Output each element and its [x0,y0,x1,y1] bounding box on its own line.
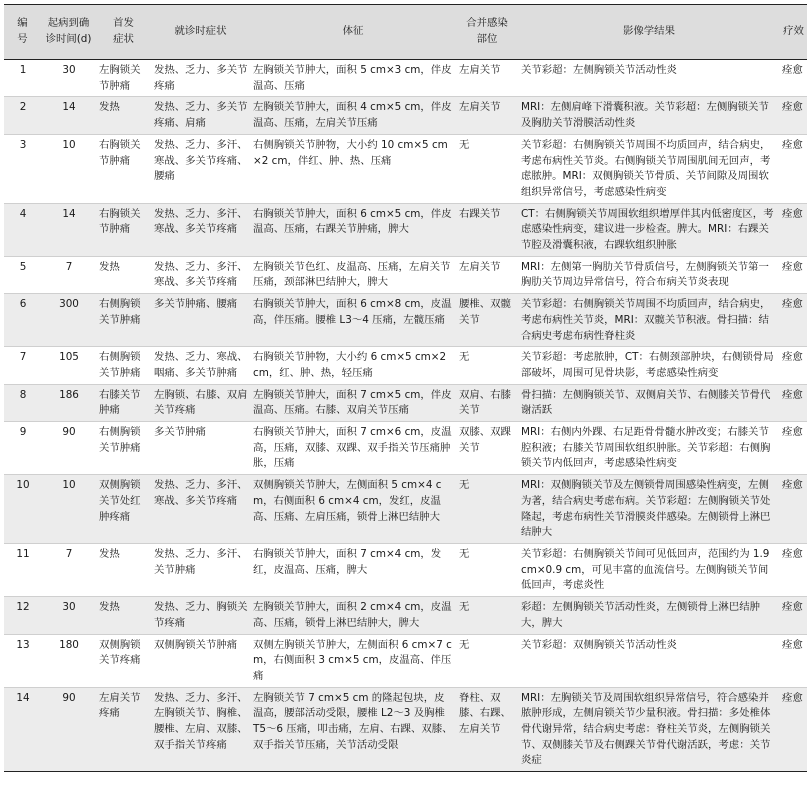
cell-imaging: MRI：左胸锁关节及周围软组织异常信号，符合感染并脓肿形成，左侧肩锁关节少量积液。骨扫描：多处椎体骨代谢异常，结合病史考虑：脊柱关节炎，左侧胸锁关节、双侧膝关节及右侧踝关节骨代谢活跃，考虑：关节炎症 [518,687,780,772]
cell-first-symptom: 右胸锁关节肿痛 [96,203,151,256]
cell-signs: 左胸锁关节肿大，面积 7 cm×5 cm，伴皮温高、压痛。右膝、双肩关节压痛 [250,384,456,421]
cell-infection-site: 双膝、双踝关节 [456,422,518,475]
table-row [4,256,807,293]
cell-symptoms: 发热、乏力、多汗、寒战、多关节疼痛 [151,203,250,256]
cell-no: 4 [4,203,41,256]
cell-effect: 痊愈 [780,97,807,134]
cell-imaging: 关节彩超：右侧胸锁关节周围不均质回声，结合病史，考虑布病性关节炎。右侧胸锁关节周围肌间无回声，考虑脓肿。MRI：双侧胸锁关节骨质、关节间隙及周围软组织异常信号，考虑感染性病变 [518,134,780,203]
table-row [4,203,807,256]
cell-onset: 186 [41,384,96,421]
cell-first-symptom: 双侧胸锁关节疼痛 [96,634,151,687]
cell-first-symptom: 发热 [96,543,151,596]
cell-first-symptom: 发热 [96,256,151,293]
cell-symptoms: 发热、乏力、多关节疼痛、肩痛 [151,97,250,134]
cell-signs: 右胸锁关节肿物，大小约 6 cm×5 cm×2 cm，红、肿、热，轻压痛 [250,347,456,384]
cell-onset: 30 [41,60,96,97]
table-row [4,422,807,475]
header-effect: 疗效 [780,5,807,60]
table-row [4,384,807,421]
table-row [4,475,807,544]
cell-first-symptom: 右侧胸锁关节肿痛 [96,347,151,384]
table-row [4,597,807,634]
cell-imaging: MRI：双侧胸锁关节及左侧锁骨周围感染性病变，左侧为著，结合病史考虑布病。关节彩超：左侧胸锁关节处隆起，考虑布病性关节滑膜炎伴感染。左侧锁骨上淋巴结肿大 [518,475,780,544]
cell-symptoms: 多关节肿痛 [151,422,250,475]
cell-infection-site: 无 [456,347,518,384]
cell-symptoms: 发热、乏力、寒战、咽痛、多关节肿痛 [151,347,250,384]
cell-onset: 14 [41,97,96,134]
cell-no: 11 [4,543,41,596]
cell-symptoms: 发热、乏力、多汗、寒战、多关节疼痛 [151,256,250,293]
cell-infection-site: 左肩关节 [456,60,518,97]
cell-first-symptom: 双侧胸锁关节处红肿疼痛 [96,475,151,544]
cell-effect: 痊愈 [780,347,807,384]
cell-first-symptom: 左胸锁关节肿痛 [96,60,151,97]
cell-effect: 痊愈 [780,543,807,596]
cell-effect: 痊愈 [780,294,807,347]
cell-onset: 105 [41,347,96,384]
cell-no: 5 [4,256,41,293]
cell-effect: 痊愈 [780,256,807,293]
cell-infection-site: 腰椎、双髋关节 [456,294,518,347]
table-row [4,347,807,384]
cell-no: 12 [4,597,41,634]
cell-onset: 10 [41,475,96,544]
cell-signs: 左胸锁关节肿大，面积 4 cm×5 cm，伴皮温高、压痛，左肩关节压痛 [250,97,456,134]
header-symptoms: 就诊时症状 [151,5,250,60]
cell-onset: 30 [41,597,96,634]
cell-imaging: 关节彩超：双侧胸锁关节活动性炎 [518,634,780,687]
cell-infection-site: 无 [456,475,518,544]
cell-onset: 14 [41,203,96,256]
cell-effect: 痊愈 [780,597,807,634]
cell-first-symptom: 左肩关节疼痛 [96,687,151,772]
cell-effect: 痊愈 [780,203,807,256]
cell-symptoms: 双侧胸锁关节肿痛 [151,634,250,687]
cell-first-symptom: 右胸锁关节肿痛 [96,134,151,203]
cell-signs: 左胸锁关节肿大，面积 2 cm×4 cm，皮温高、压痛，锁骨上淋巴结肿大，脾大 [250,597,456,634]
cell-infection-site: 左肩关节 [456,256,518,293]
cell-symptoms: 发热、乏力、胸锁关节疼痛 [151,597,250,634]
table-row [4,60,807,97]
cell-imaging: CT：右侧胸锁关节周围软组织增厚伴其内低密度区，考虑感染性病变，建议进一步检查。脾大。MRI：右踝关节腔及滑囊积液，右踝软组织肿胀 [518,203,780,256]
cell-imaging: MRI：右侧内外踝、右足距骨骨髓水肿改变；右膝关节腔积液；右膝关节周围软组织肿胀。关节彩超：右侧胸锁关节内低回声，考虑感染性病变 [518,422,780,475]
table-row [4,97,807,134]
cell-infection-site: 无 [456,634,518,687]
cell-first-symptom: 发热 [96,97,151,134]
cell-effect: 痊愈 [780,384,807,421]
cell-effect: 痊愈 [780,634,807,687]
cell-no: 14 [4,687,41,772]
cell-symptoms: 发热、乏力、多关节疼痛 [151,60,250,97]
cell-signs: 右胸锁关节肿大，面积 7 cm×4 cm，发红，皮温高、压痛，脾大 [250,543,456,596]
cell-no: 13 [4,634,41,687]
cell-signs: 左胸锁关节 7 cm×5 cm 的隆起包块，皮温高，腰部活动受限，腰椎 L2～3 及胸椎 T5～6 压痛，叩击痛，左肩、右踝、双膝、双手指关节压痛，关节活动受限 [250,687,456,772]
cell-no: 8 [4,384,41,421]
cell-signs: 双侧胸锁关节肿大，左侧面积 5 cm×4 cm，右侧面积 6 cm×4 cm，发红，皮温高、压痛、左肩压痛，锁骨上淋巴结肿大 [250,475,456,544]
cell-infection-site: 左肩关节 [456,97,518,134]
cell-imaging: MRI：左侧第一胸肋关节骨质信号，左侧胸锁关节第一胸肋关节周边异常信号，符合布病关节炎表现 [518,256,780,293]
cell-symptoms: 发热、乏力、多汗、左胸锁关节、胸椎、腰椎、左肩、双膝、双手指关节疼痛 [151,687,250,772]
cell-effect: 痊愈 [780,422,807,475]
header-imaging: 影像学结果 [518,5,780,60]
table-row [4,634,807,687]
cell-imaging: 关节彩超：右侧胸锁关节间可见低回声，范围约为 1.9 cm×0.9 cm，可见丰富的血流信号。左侧胸锁关节间低回声，考虑炎性 [518,543,780,596]
cell-effect: 痊愈 [780,687,807,772]
cell-no: 1 [4,60,41,97]
cell-no: 2 [4,97,41,134]
cell-onset: 90 [41,422,96,475]
cell-symptoms: 发热、乏力、多汗、关节肿痛 [151,543,250,596]
header-onset: 起病到确 诊时间(d) [41,5,96,60]
header-row [4,5,807,60]
table-row [4,294,807,347]
cell-signs: 双侧左胸锁关节肿大，左侧面积 6 cm×7 cm，右侧面积 3 cm×5 cm，皮温高、伴压痛 [250,634,456,687]
case-table [4,4,807,772]
cell-onset: 180 [41,634,96,687]
cell-infection-site: 无 [456,134,518,203]
cell-signs: 右胸锁关节肿大，面积 7 cm×6 cm，皮温高，压痛，双膝、双踝、双手指关节压痛肿胀，压痛 [250,422,456,475]
cell-onset: 7 [41,256,96,293]
cell-symptoms: 多关节肿痛、腰痛 [151,294,250,347]
cell-infection-site: 双肩、右膝关节 [456,384,518,421]
cell-imaging: MRI：左侧肩峰下滑囊积液。关节彩超：左侧胸锁关节及胸肋关节滑膜活动性炎 [518,97,780,134]
cell-onset: 10 [41,134,96,203]
cell-imaging: 关节彩超：左侧胸锁关节活动性炎 [518,60,780,97]
cell-infection-site: 无 [456,597,518,634]
cell-effect: 痊愈 [780,60,807,97]
cell-imaging: 彩超：左侧胸锁关节活动性炎，左侧锁骨上淋巴结肿大，脾大 [518,597,780,634]
cell-onset: 300 [41,294,96,347]
header-no: 编 号 [4,5,41,60]
cell-onset: 90 [41,687,96,772]
header-first-symptom: 首发 症状 [96,5,151,60]
cell-no: 3 [4,134,41,203]
table-row [4,134,807,203]
cell-signs: 右胸锁关节肿大，面积 6 cm×5 cm，伴皮温高、压痛，右踝关节肿痛，脾大 [250,203,456,256]
cell-signs: 左胸锁关节色红、皮温高、压痛，左肩关节压痛，颈部淋巴结肿大，脾大 [250,256,456,293]
header-infection-site: 合并感染 部位 [456,5,518,60]
cell-infection-site: 右踝关节 [456,203,518,256]
cell-no: 9 [4,422,41,475]
cell-imaging: 骨扫描：左侧胸锁关节、双侧肩关节、右侧膝关节骨代谢活跃 [518,384,780,421]
cell-signs: 右胸锁关节肿大，面积 6 cm×8 cm，皮温高，伴压痛。腰椎 L3～4 压痛，左髋压痛 [250,294,456,347]
cell-effect: 痊愈 [780,475,807,544]
cell-effect: 痊愈 [780,134,807,203]
cell-imaging: 关节彩超：考虑脓肿，CT：右侧颈部肿块，右侧锁骨局部破坏，周围可见骨块影，考虑感染性病变 [518,347,780,384]
cell-symptoms: 发热、乏力、多汗、寒战、多关节疼痛 [151,475,250,544]
table-row [4,687,807,772]
cell-symptoms: 左胸锁、右膝、双肩关节疼痛 [151,384,250,421]
cell-infection-site: 无 [456,543,518,596]
cell-no: 6 [4,294,41,347]
cell-first-symptom: 右侧胸锁关节肿痛 [96,294,151,347]
cell-signs: 左胸锁关节肿大，面积 5 cm×3 cm，伴皮温高、压痛 [250,60,456,97]
cell-no: 10 [4,475,41,544]
cell-onset: 7 [41,543,96,596]
cell-imaging: 关节彩超：右侧胸锁关节周围不均质回声，结合病史，考虑布病性关节炎，MRI：双髋关节积液。骨扫描：结合病史考虑布病性脊柱炎 [518,294,780,347]
cell-first-symptom: 发热 [96,597,151,634]
cell-first-symptom: 右侧胸锁关节肿痛 [96,422,151,475]
cell-symptoms: 发热、乏力、多汗、寒战、多关节疼痛、腰痛 [151,134,250,203]
cell-no: 7 [4,347,41,384]
cell-signs: 右侧胸锁关节肿物，大小约 10 cm×5 cm×2 cm，伴红、肿、热、压痛 [250,134,456,203]
cell-first-symptom: 右膝关节肿痛 [96,384,151,421]
cell-infection-site: 脊柱、双膝、右踝、左肩关节 [456,687,518,772]
table-row [4,543,807,596]
header-signs: 体征 [250,5,456,60]
